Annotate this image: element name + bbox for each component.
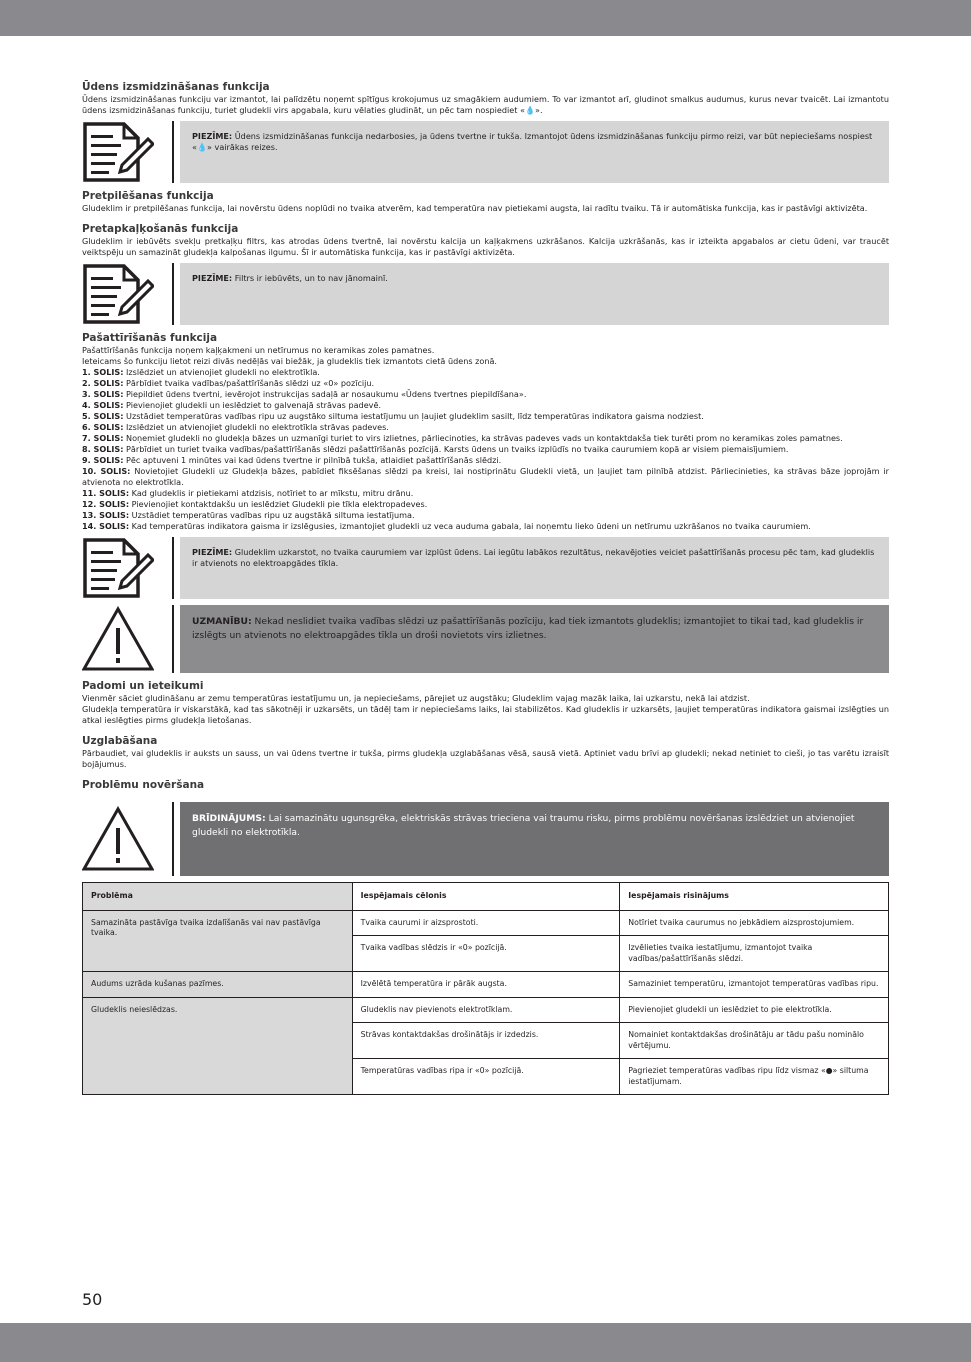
table-header: Iespējamais cēlonis — [352, 883, 620, 911]
steps-list — [82, 367, 889, 532]
cause-cell: Temperatūras vadības ripa ir «0» pozīcijā. — [352, 1059, 620, 1095]
table-row — [83, 910, 889, 936]
note-block — [82, 121, 889, 183]
table-row — [83, 972, 889, 998]
note-box: PIEZĪME: Filtrs ir iebūvēts, un to nav jānomainī. — [180, 263, 889, 325]
header-band — [0, 0, 971, 36]
section-title: Pašattīrīšanās funkcija — [82, 332, 218, 344]
section-text: Pašattīrīšanās funkcija noņem kaļķakmeni un netīrumus no keramikas zoles pamatnes. — [82, 345, 435, 355]
step-item: 1. SOLIS: Izslēdziet un atvienojiet gludekli no elektrotīkla. — [82, 367, 320, 377]
step-item: 6. SOLIS: Izslēdziet un atvienojiet gludekli no elektrotīkla strāvas padeves. — [82, 422, 389, 432]
section-text: Pārbaudiet, vai gludeklis ir auksts un sauss, un vai ūdens tvertne ir tukša, pirms gludekļa uzglabāšanas vēsā, sausā vietā. Aptiniet vadu brīvi ap gludekli; nekad netiniet to cieši, jo tas varētu izraisīt bojājumus. — [82, 748, 889, 769]
section-title: Problēmu novēršana — [82, 779, 205, 791]
note-pencil-icon — [82, 263, 174, 325]
solution-cell: Pagrieziet temperatūras vadības ripu līdz vismaz «●» siltuma iestatījumam. — [620, 1059, 889, 1095]
step-item: 10. SOLIS: Novietojiet Gludekli uz Gludekļa bāzes, pabīdiet fiksēšanas slēdzi pa kreisi, lai nostiprinātu Gludekli vietā, un ļaujiet tam pilnībā atdzist. Pārliecinieties, ka strāvas bāze joprojām ir atvienota no elektrotīkla. — [82, 466, 889, 487]
cause-cell: Tvaika vadības slēdzis ir «0» pozīcijā. — [352, 936, 620, 972]
troubleshooting-table — [82, 882, 889, 1095]
warning-triangle-icon — [82, 802, 174, 876]
section-text: Ūdens izsmidzināšanas funkciju var izmantot, lai palīdzētu noņemt spītīgus krokojumus uz smagākiem audumiem. To var izmantot arī, gludinot smalkus audumus, kurus nevar tvaicēt. Lai izmantotu ūdens izsmidzināšanas funkciju, turiet gludekli virs apgabala, kuru vēlaties gludināt, un pēc tam nospiediet «💧». — [82, 94, 889, 115]
table-row — [83, 997, 889, 1023]
solution-cell: Notīriet tvaika caurumus no jebkādiem aizsprostojumiem. — [620, 910, 889, 936]
warning-box: BRĪDINĀJUMS: Lai samazinātu ugunsgrēka, elektriskās strāvas trieciena vai traumu risku, pirms problēmu novēršanas izslēdziet un atvienojiet gludekli no elektrotīkla. — [180, 802, 889, 876]
step-item: 9. SOLIS: Pēc aptuveni 1 minūtes vai kad ūdens tvertne ir pilnībā tukša, atlaidiet pašattīrīšanās slēdzi. — [82, 455, 502, 465]
problem-cell: Gludeklis neieslēdzas. — [83, 997, 353, 1095]
table-header-row — [83, 883, 889, 911]
section-text: Gludeklim ir pretpilēšanas funkcija, lai novērstu ūdens noplūdi no tvaika atverēm, kad temperatūra nav pietiekami augsta, lai radītu tvaiku. Tā ir automātiska funkcija, kas ir pastāvīgi aktivizēta. — [82, 203, 868, 213]
section-title: Pretpilēšanas funkcija — [82, 190, 214, 202]
cause-cell: Gludeklis nav pievienots elektrotīklam. — [352, 997, 620, 1023]
problem-cell: Samazināta pastāvīga tvaika izdalīšanās vai nav pastāvīga tvaika. — [83, 910, 353, 972]
note-box: PIEZĪME: Gludeklim uzkarstot, no tvaika caurumiem var izplūst ūdens. Lai iegūtu labākos rezultātus, nekavējoties veiciet pašattīrīšanās procesu pēc tam, kad gludeklis ir atvienots no elektroapgādes tīkla. — [180, 537, 889, 599]
page-number: 50 — [82, 1290, 103, 1309]
step-item: 5. SOLIS: Uzstādiet temperatūras vadības ripu uz augstāko siltuma iestatījumu un ļaujiet gludeklim sasilt, līdz temperatūras indikatora gaisma nodziest. — [82, 411, 704, 421]
cause-cell: Tvaika caurumi ir aizsprostoti. — [352, 910, 620, 936]
step-item: 12. SOLIS: Pievienojiet kontaktdakšu un ieslēdziet Gludekli pie tīkla elektropadeves. — [82, 499, 428, 509]
solution-cell: Pievienojiet gludekli un ieslēdziet to pie elektrotīkla. — [620, 997, 889, 1023]
section-text: Ieteicams šo funkciju lietot reizi divās nedēļās vai biežāk, ja gludeklis tiek izmantots cietā ūdens zonā. — [82, 356, 497, 366]
table-header: Iespējamais risinājums — [620, 883, 889, 911]
solution-cell: Izvēlieties tvaika iestatījumu, izmantojot tvaika vadības/pašattīrīšanās slēdzi. — [620, 936, 889, 972]
note-block — [82, 537, 889, 599]
note-pencil-icon — [82, 537, 174, 599]
warning-triangle-icon — [82, 605, 174, 673]
step-item: 13. SOLIS: Uzstādiet temperatūras vadības ripu uz augstākā siltuma iestatījuma. — [82, 510, 415, 520]
step-item: 8. SOLIS: Pārbīdiet un turiet tvaika vadības/pašattīrīšanās slēdzi pašattīrīšanās pozīcijā. Karsts ūdens un tvaiks izplūdīs no tvaika caurumiem kopā ar visiem piemaisījumiem. — [82, 444, 789, 454]
section-text: Vienmēr sāciet gludināšanu ar zemu temperatūras iestatījumu un, ja nepieciešams, pārejiet uz augstāku; Gludeklim vajag mazāk laika, lai uzkarstu, nekā lai atdzist. — [82, 693, 750, 703]
problem-cell: Audums uzrāda kušanas pazīmes. — [83, 972, 353, 998]
document-body — [82, 80, 889, 1095]
note-pencil-icon — [82, 121, 174, 183]
cause-cell: Izvēlētā temperatūra ir pārāk augsta. — [352, 972, 620, 998]
warning-block — [82, 802, 889, 876]
note-block — [82, 263, 889, 325]
section-title: Pretapkaļķošanās funkcija — [82, 223, 239, 235]
table-header: Problēma — [83, 883, 353, 911]
section-title: Uzglabāšana — [82, 735, 158, 747]
section-text: Gludekļa temperatūra ir viskarstākā, kad tas sākotnēji ir uzkarsēts, un tādēļ tam ir nepieciešams laiks, lai stabilizētos. Kad gludeklis ir uzkarsēts, ļaujiet temperatūras indikatora gaismai izslēgties un atkal ieslēgties pirms gludekļa lietošanas. — [82, 704, 889, 725]
cause-cell: Strāvas kontaktdakšas drošinātājs ir izdedzis. — [352, 1023, 620, 1059]
step-item: 11. SOLIS: Kad gludeklis ir pietiekami atdzisis, notīriet to ar mīkstu, mitru drānu. — [82, 488, 414, 498]
caution-box: UZMANĪBU: Nekad neslidiet tvaika vadības slēdzi uz pašattīrīšanās pozīciju, kad tiek izmantots gludeklis; izmantojiet to tikai tad, kad gludeklis ir izslēgts un atvienots no elektroapgādes tīkla un droši novietots virs izlietnes. — [180, 605, 889, 673]
section-text: Gludeklim ir iebūvēts svekļu pretkaļķu filtrs, kas atrodas ūdens tvertnē, lai novērstu kalcija un kaļķakmens uzkrāšanos. Kalcija uzkrāšanās, kas ir izteikta apgabalos ar cietu ūdeni, var traucēt veiktspēju un samazināt gludekļa kalpošanas ilgumu. Šī ir automātiska funkcija, kas ir pastāvīgi aktivizēta. — [82, 236, 889, 257]
step-item: 4. SOLIS: Pievienojiet gludekli un ieslēdziet to galvenajā strāvas padevē. — [82, 400, 382, 410]
solution-cell: Samaziniet temperatūru, izmantojot temperatūras vadības ripu. — [620, 972, 889, 998]
step-item: 14. SOLIS: Kad temperatūras indikatora gaisma ir izslēgusies, izmantojiet gludekli uz veca auduma gabala, lai noņemtu lieko ūdeni un netīrumu uzkrāšanos no tvaika caurumiem. — [82, 521, 811, 531]
section-title: Padomi un ieteikumi — [82, 680, 204, 692]
section-title: Ūdens izsmidzināšanas funkcija — [82, 81, 270, 93]
note-box: PIEZĪME: Ūdens izsmidzināšanas funkcija nedarbosies, ja ūdens tvertne ir tukša. Izmantojot ūdens izsmidzināšanas funkciju pirmo reizi, var būt nepieciešams nospiest «💧» vairākas reizes. — [180, 121, 889, 183]
step-item: 7. SOLIS: Noņemiet gludekli no gludekļa bāzes un uzmanīgi turiet to virs izlietnes, pārliecinoties, ka strāvas padeves vads un kontaktdakša tiek turēti prom no keramikas zoles pamatnes. — [82, 433, 843, 443]
caution-block — [82, 605, 889, 673]
footer-band — [0, 1323, 971, 1362]
solution-cell: Nomainiet kontaktdakšas drošinātāju ar tādu pašu nominālo vērtējumu. — [620, 1023, 889, 1059]
step-item: 3. SOLIS: Piepildiet ūdens tvertni, ievērojot instrukcijas sadaļā ar nosaukumu «Ūdens tvertnes piepildīšana». — [82, 389, 527, 399]
step-item: 2. SOLIS: Pārbīdiet tvaika vadības/pašattīrīšanās slēdzi uz «0» pozīciju. — [82, 378, 375, 388]
